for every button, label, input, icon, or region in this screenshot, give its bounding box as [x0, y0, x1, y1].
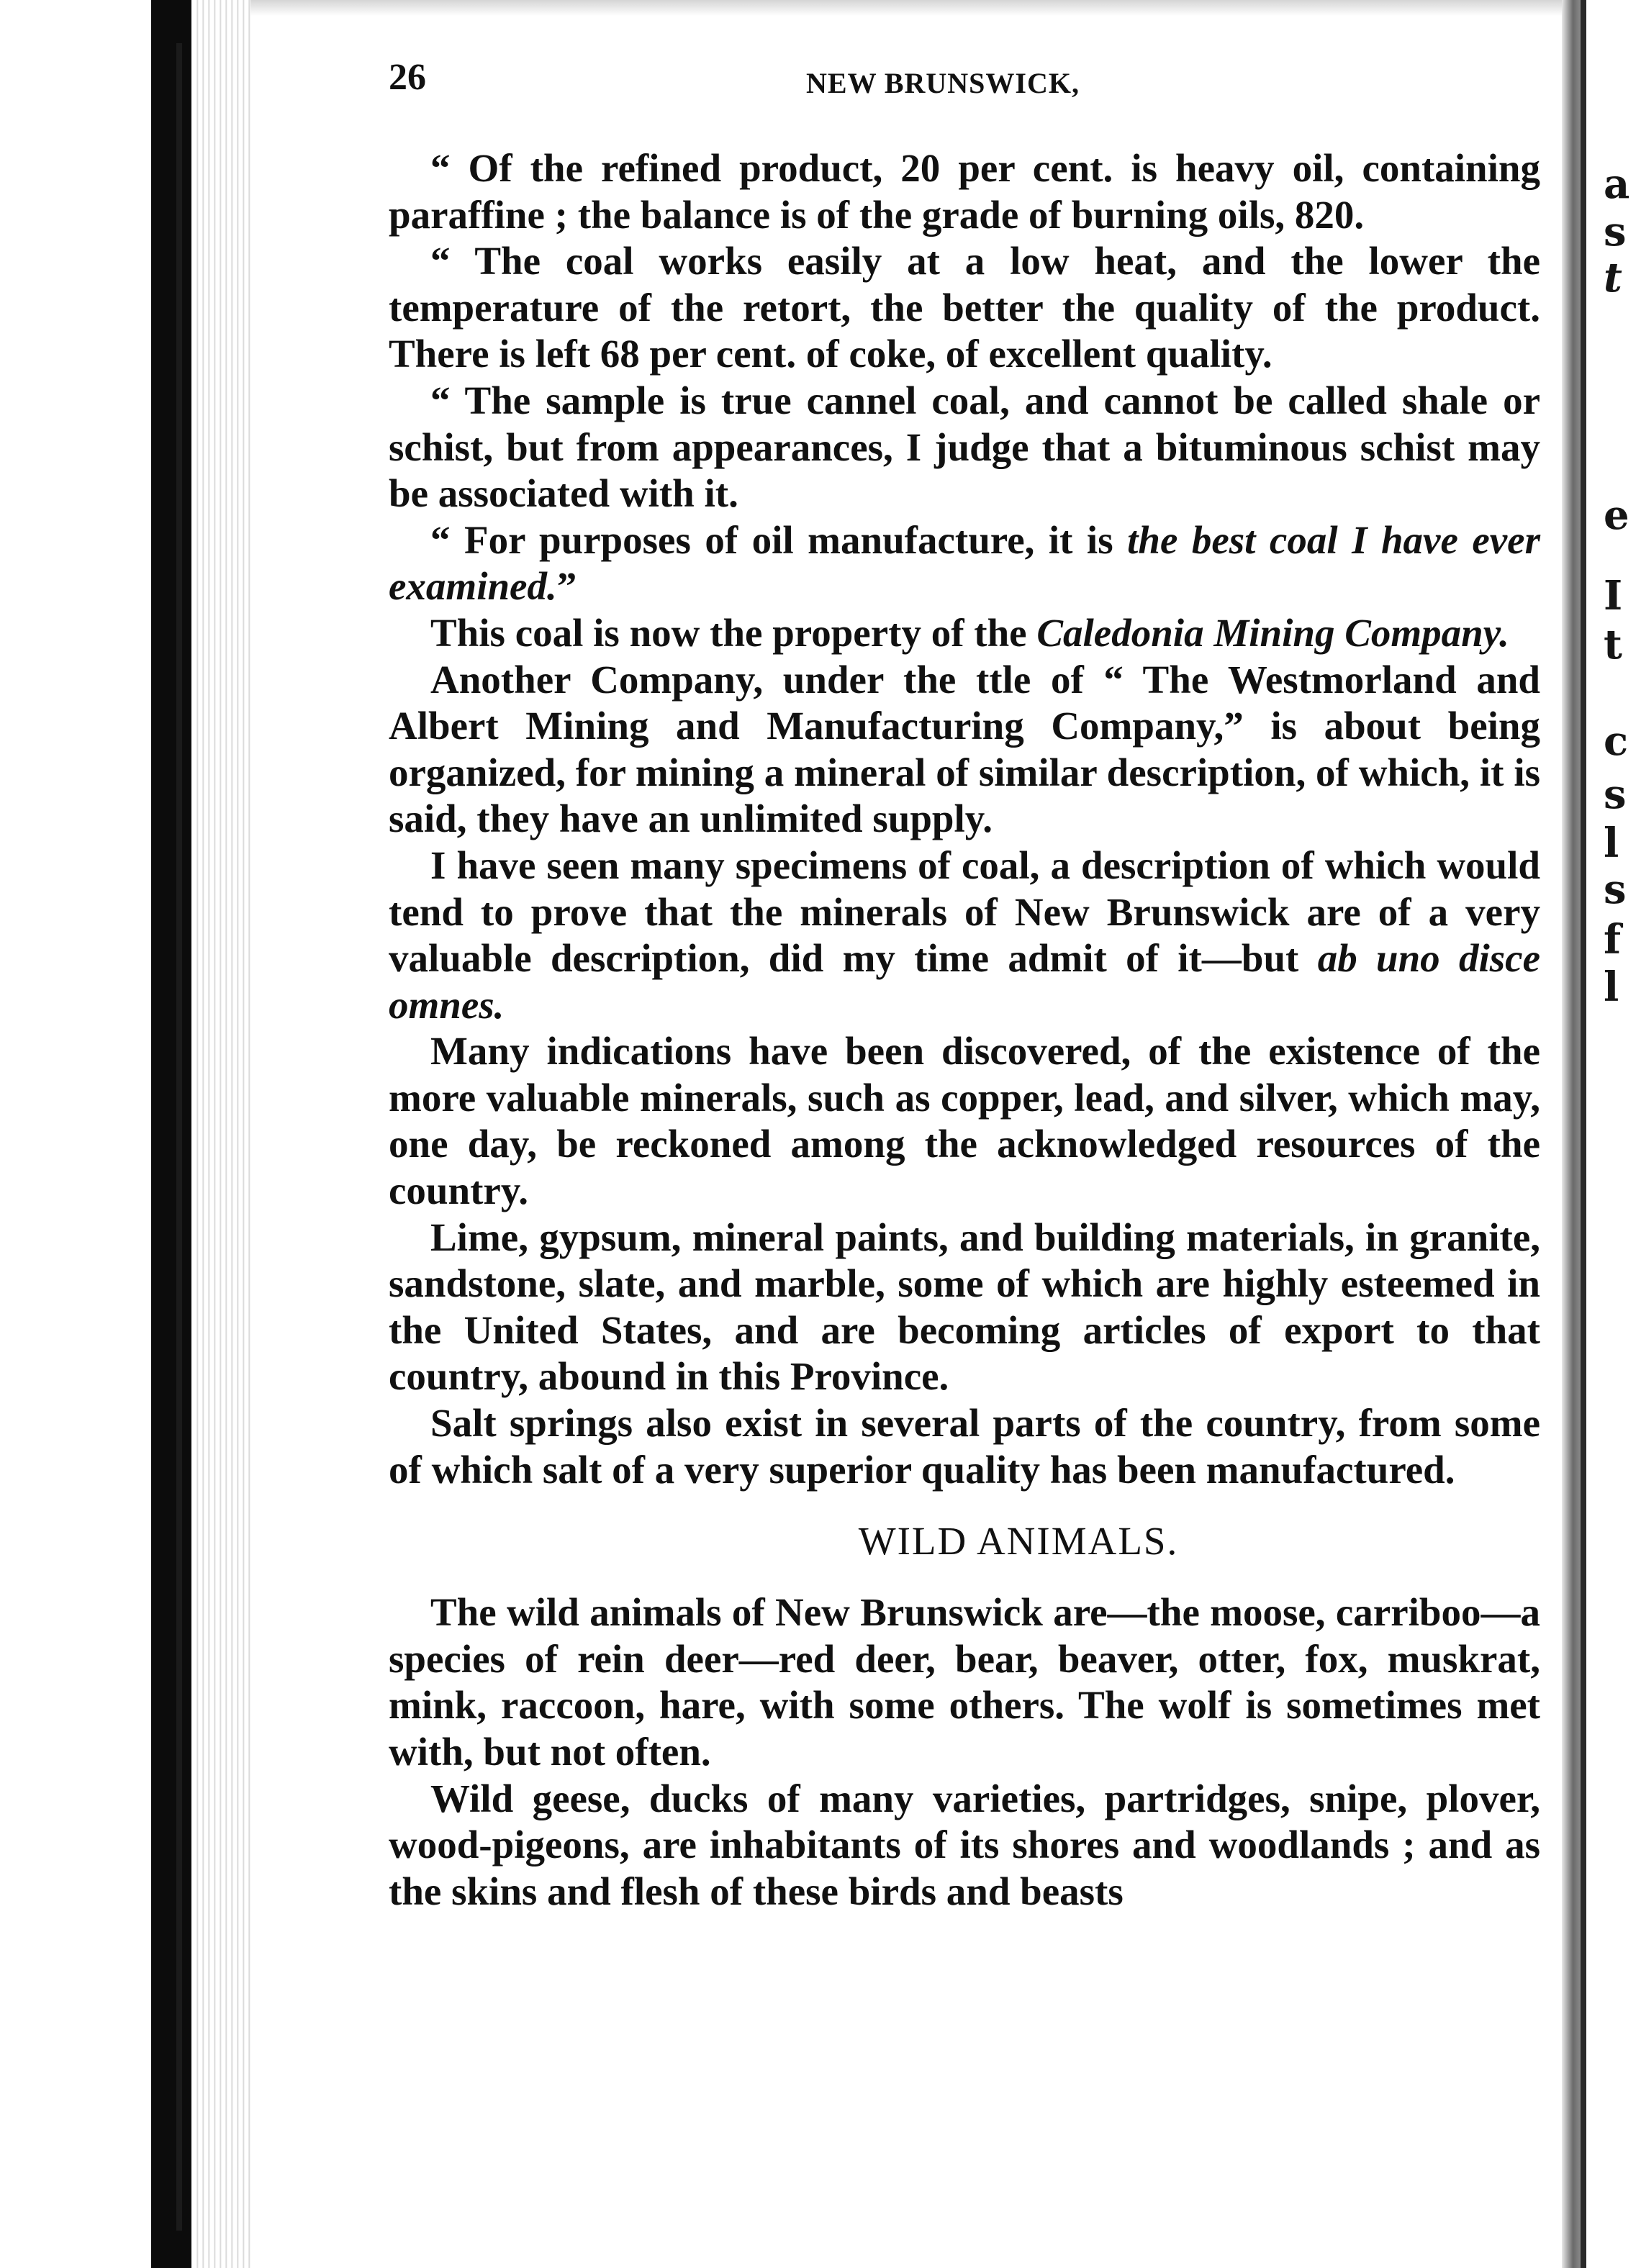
italic-text: Caledonia Mining Company. [1036, 610, 1509, 655]
paragraph [389, 657, 1540, 843]
text-segment: ” [556, 564, 577, 609]
paragraph [389, 843, 1540, 1028]
text-segment: The wild animals of New Brunswick are—the moose, carriboo—a species of rein deer—red deer, bear, beaver, otter, fox, muskrat, mink, raccoon, hare, with some others. The wolf is sometimes met with, but not often. [389, 1590, 1540, 1774]
running-head [389, 56, 1540, 114]
page-number: 26 [389, 57, 426, 98]
paragraph [389, 1776, 1540, 1915]
facing-page-letter: t [1604, 621, 1622, 668]
page-edges [193, 0, 250, 2268]
italic-text: ab uno disce omnes. [389, 936, 1540, 1027]
text-segment: “ Of the refined product, 20 per cent. is heavy oil, containing paraffine ; the balance is of the grade of burning oils, 820. [389, 146, 1540, 237]
gutter-line [1581, 0, 1586, 2268]
facing-page-letter: l [1604, 963, 1619, 1011]
scanner-edge-left [151, 0, 191, 2268]
book-gutter [1562, 0, 1581, 2268]
facing-page-letter: e [1604, 491, 1629, 539]
text-segment: “ For purposes of oil manufacture, it is [430, 517, 1128, 562]
running-title: NEW BRUNSWICK, [806, 67, 1080, 99]
facing-page-letter: t [1604, 254, 1622, 301]
paragraph [389, 238, 1540, 378]
body-text [389, 145, 1540, 1915]
paragraph [389, 1400, 1540, 1493]
paragraph [389, 1215, 1540, 1400]
text-segment: I have seen many specimens of coal, a description of which would tend to prove that the minerals of New Brunswick are of a very valuable description, did my time admit of it—but [389, 843, 1540, 981]
paragraph [389, 1028, 1540, 1214]
paragraph [389, 1589, 1540, 1775]
text-segment: Many indications have been discovered, of the existence of the more valuable minerals, such as copper, lead, and silver, which may, one day, be reckoned among the acknowledged resources of the country. [389, 1029, 1540, 1213]
facing-page-letter: s [1604, 771, 1627, 818]
text-segment: Wild geese, ducks of many varieties, partridges, snipe, plover, wood-pigeons, are inhabitants of its shores and woodlands ; and as the skins and flesh of these birds and beasts [389, 1776, 1540, 1913]
text-segment: Salt springs also exist in several parts of the country, from some of which salt of a very superior quality has been manufactured. [389, 1401, 1540, 1492]
printed-page [389, 56, 1540, 1913]
paragraph [389, 378, 1540, 517]
facing-page-fragments [1599, 0, 1641, 2268]
facing-page-letter: s [1604, 866, 1627, 913]
text-segment: This coal is now the property of the [430, 610, 1037, 655]
facing-page-letter: l [1604, 820, 1619, 867]
text-segment: Another Company, under the ttle of “ The Westmorland and Albert Mining and Manufacturing Company,” is about being organized, for mining a mineral of similar description, of which, it is said, they have an unlimited supply. [389, 657, 1540, 841]
facing-page-letter: f [1604, 916, 1622, 963]
paragraph [389, 145, 1540, 238]
section-heading: WILD ANIMALS. [858, 1519, 1179, 1564]
top-shadow [250, 0, 1562, 16]
facing-page-letter: c [1604, 717, 1629, 765]
text-segment: “ The coal works easily at a low heat, and the lower the temperature of the retort, the better the quality of the product. There is left 68 per cent. of coke, of excellent quality. [389, 239, 1540, 376]
text-segment: “ The sample is true cannel coal, and cannot be called shale or schist, but from appearances, I judge that a bituminous schist may be associated with it. [389, 378, 1540, 516]
paragraph [389, 517, 1540, 610]
scanner-edge-line [176, 43, 182, 2231]
facing-page-letter: a [1604, 160, 1630, 208]
facing-page-letter: s [1604, 208, 1627, 255]
facing-page-letter: I [1604, 572, 1623, 620]
paragraph [389, 610, 1540, 657]
text-segment: Lime, gypsum, mineral paints, and building materials, in granite, sandstone, slate, and marble, some of which are highly esteemed in the United States, and are becoming articles of export to that country, abound in this Province. [389, 1215, 1540, 1399]
italic-text: the best coal I have ever examined. [389, 517, 1540, 609]
